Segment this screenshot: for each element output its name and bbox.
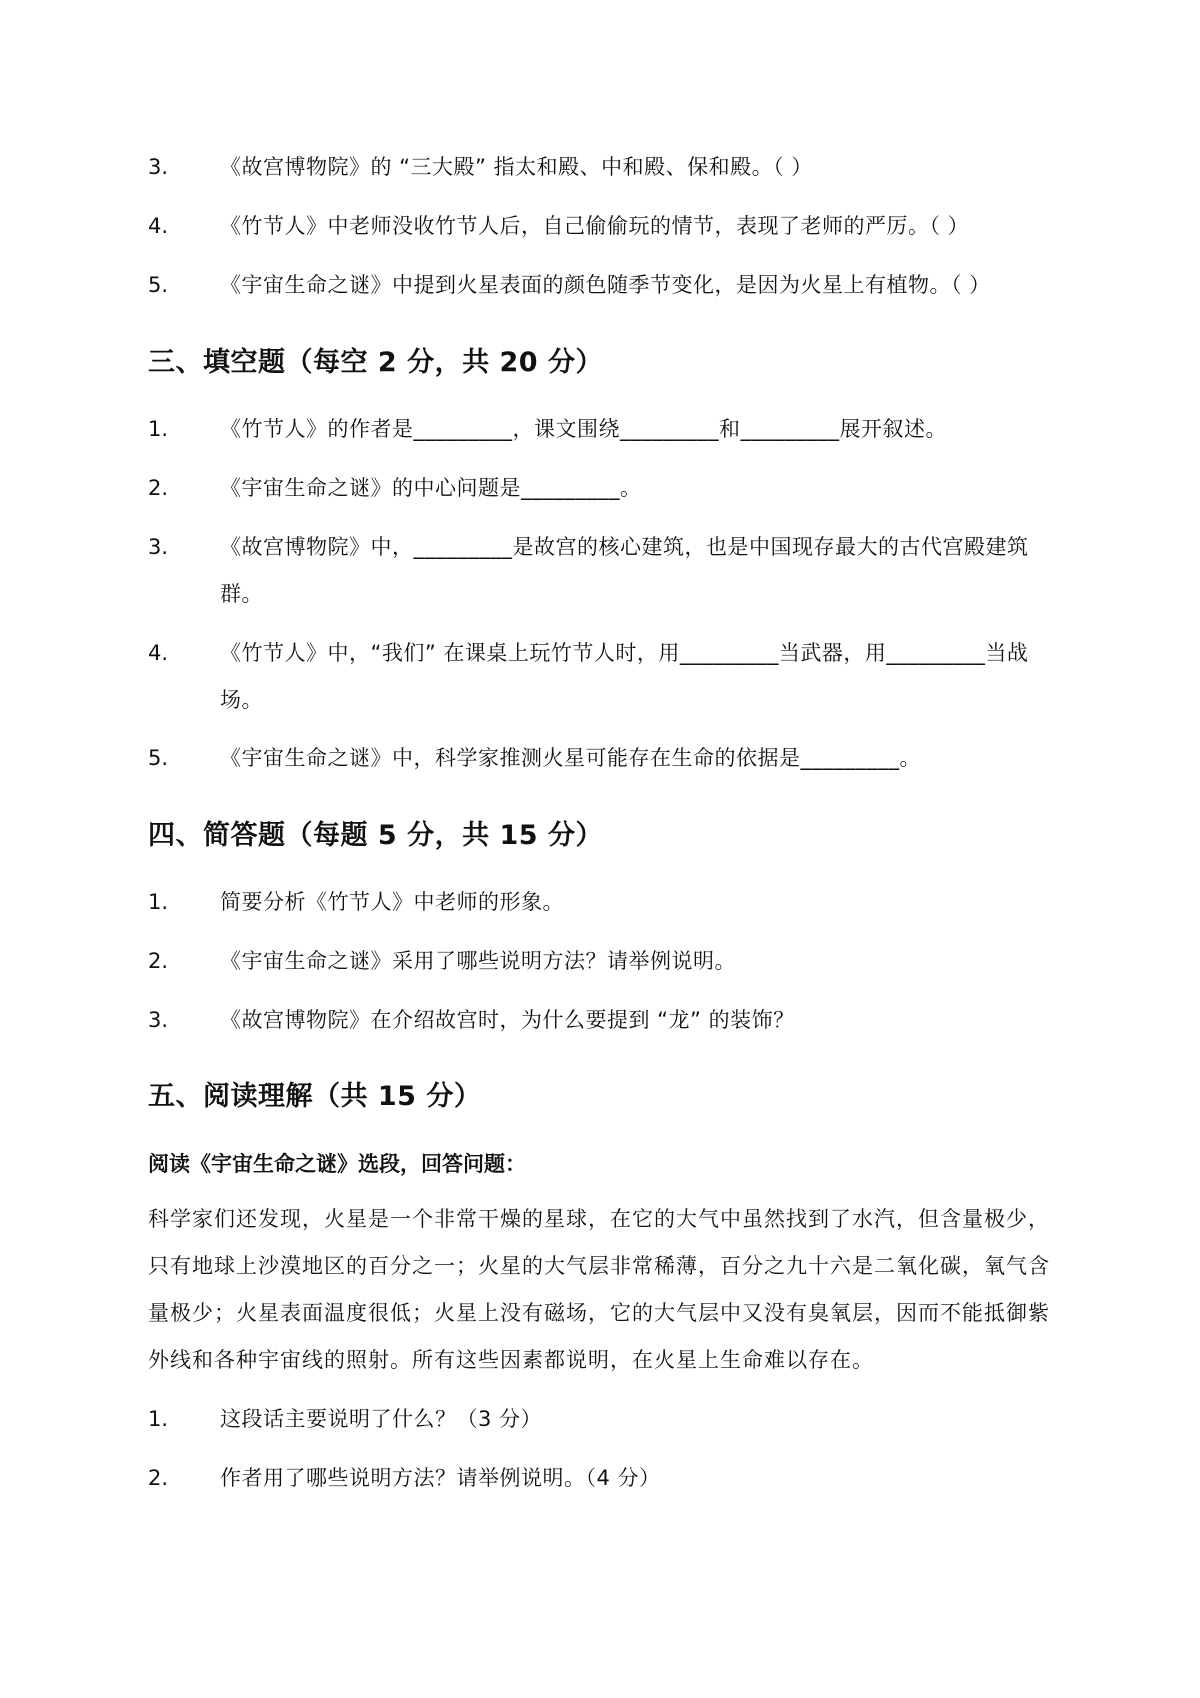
item-text: 《宇宙生命之谜》的中心问题是_________。 bbox=[220, 476, 642, 500]
item-text: 《竹节人》中老师没收竹节人后，自己偷偷玩的情节，表现了老师的严厉。（ ） bbox=[220, 214, 970, 238]
item-text: 《宇宙生命之谜》采用了哪些说明方法？请举例说明。 bbox=[220, 949, 736, 973]
reading-passage: 科学家们还发现，火星是一个非常干燥的星球，在它的大气中虽然找到了水汽，但含量极少，只有地球上沙漠地区的百分之一；火星的大气层非常稀薄，百分之九十六是二氧化碳，氧气含量极少；火星表面温度很低；火星上没有磁场，它的大气层中又没有臭氧层，因而不能抵御紫外线和各种宇宙线的照射。所有这些因素都说明，在火星上生命难以存在。 bbox=[148, 1207, 1050, 1372]
item-number: 3. bbox=[148, 535, 169, 559]
item-text: 《竹节人》中，“我们” 在课桌上玩竹节人时，用_________当武器，用_________当战场。 bbox=[220, 641, 1029, 712]
item-text: 《故宫博物院》中，_________是故宫的核心建筑，也是中国现存最大的古代宫殿建筑群。 bbox=[220, 535, 1029, 606]
item-text: 《竹节人》的作者是_________，课文围绕_________和_________展开叙述。 bbox=[220, 417, 947, 441]
section-heading-short-answer: 四、简答题（每题 5 分，共 15 分） bbox=[148, 820, 603, 851]
item-number: 1. bbox=[148, 890, 169, 914]
reading-instruction: 阅读《宇宙生命之谜》选段，回答问题： bbox=[148, 1152, 526, 1176]
item-number: 3. bbox=[148, 155, 169, 179]
item-number: 4. bbox=[148, 214, 169, 238]
item-text: 《故宫博物院》在介绍故宫时，为什么要提到 “龙” 的装饰？ bbox=[220, 1008, 795, 1032]
item-number: 3. bbox=[148, 1008, 169, 1032]
item-text: 作者用了哪些说明方法？请举例说明。（4 分） bbox=[220, 1466, 661, 1490]
section-heading-reading: 五、阅读理解（共 15 分） bbox=[148, 1081, 482, 1112]
item-number: 2. bbox=[148, 476, 169, 500]
item-text: 《故宫博物院》的 “三大殿” 指太和殿、中和殿、保和殿。（ ） bbox=[220, 155, 813, 179]
item-number: 5. bbox=[148, 746, 169, 770]
item-number: 4. bbox=[148, 641, 169, 665]
item-text: 《宇宙生命之谜》中提到火星表面的颜色随季节变化，是因为火星上有植物。（ ） bbox=[220, 273, 991, 297]
section-heading-fill-blank: 三、填空题（每空 2 分，共 20 分） bbox=[148, 347, 603, 378]
item-number: 1. bbox=[148, 1407, 169, 1431]
item-text: 简要分析《竹节人》中老师的形象。 bbox=[220, 890, 564, 914]
item-number: 2. bbox=[148, 949, 169, 973]
item-number: 2. bbox=[148, 1466, 169, 1490]
item-text: 这段话主要说明了什么？（3 分） bbox=[220, 1407, 543, 1431]
item-text: 《宇宙生命之谜》中，科学家推测火星可能存在生命的依据是_________。 bbox=[220, 746, 921, 770]
item-number: 5. bbox=[148, 273, 169, 297]
item-number: 1. bbox=[148, 417, 169, 441]
